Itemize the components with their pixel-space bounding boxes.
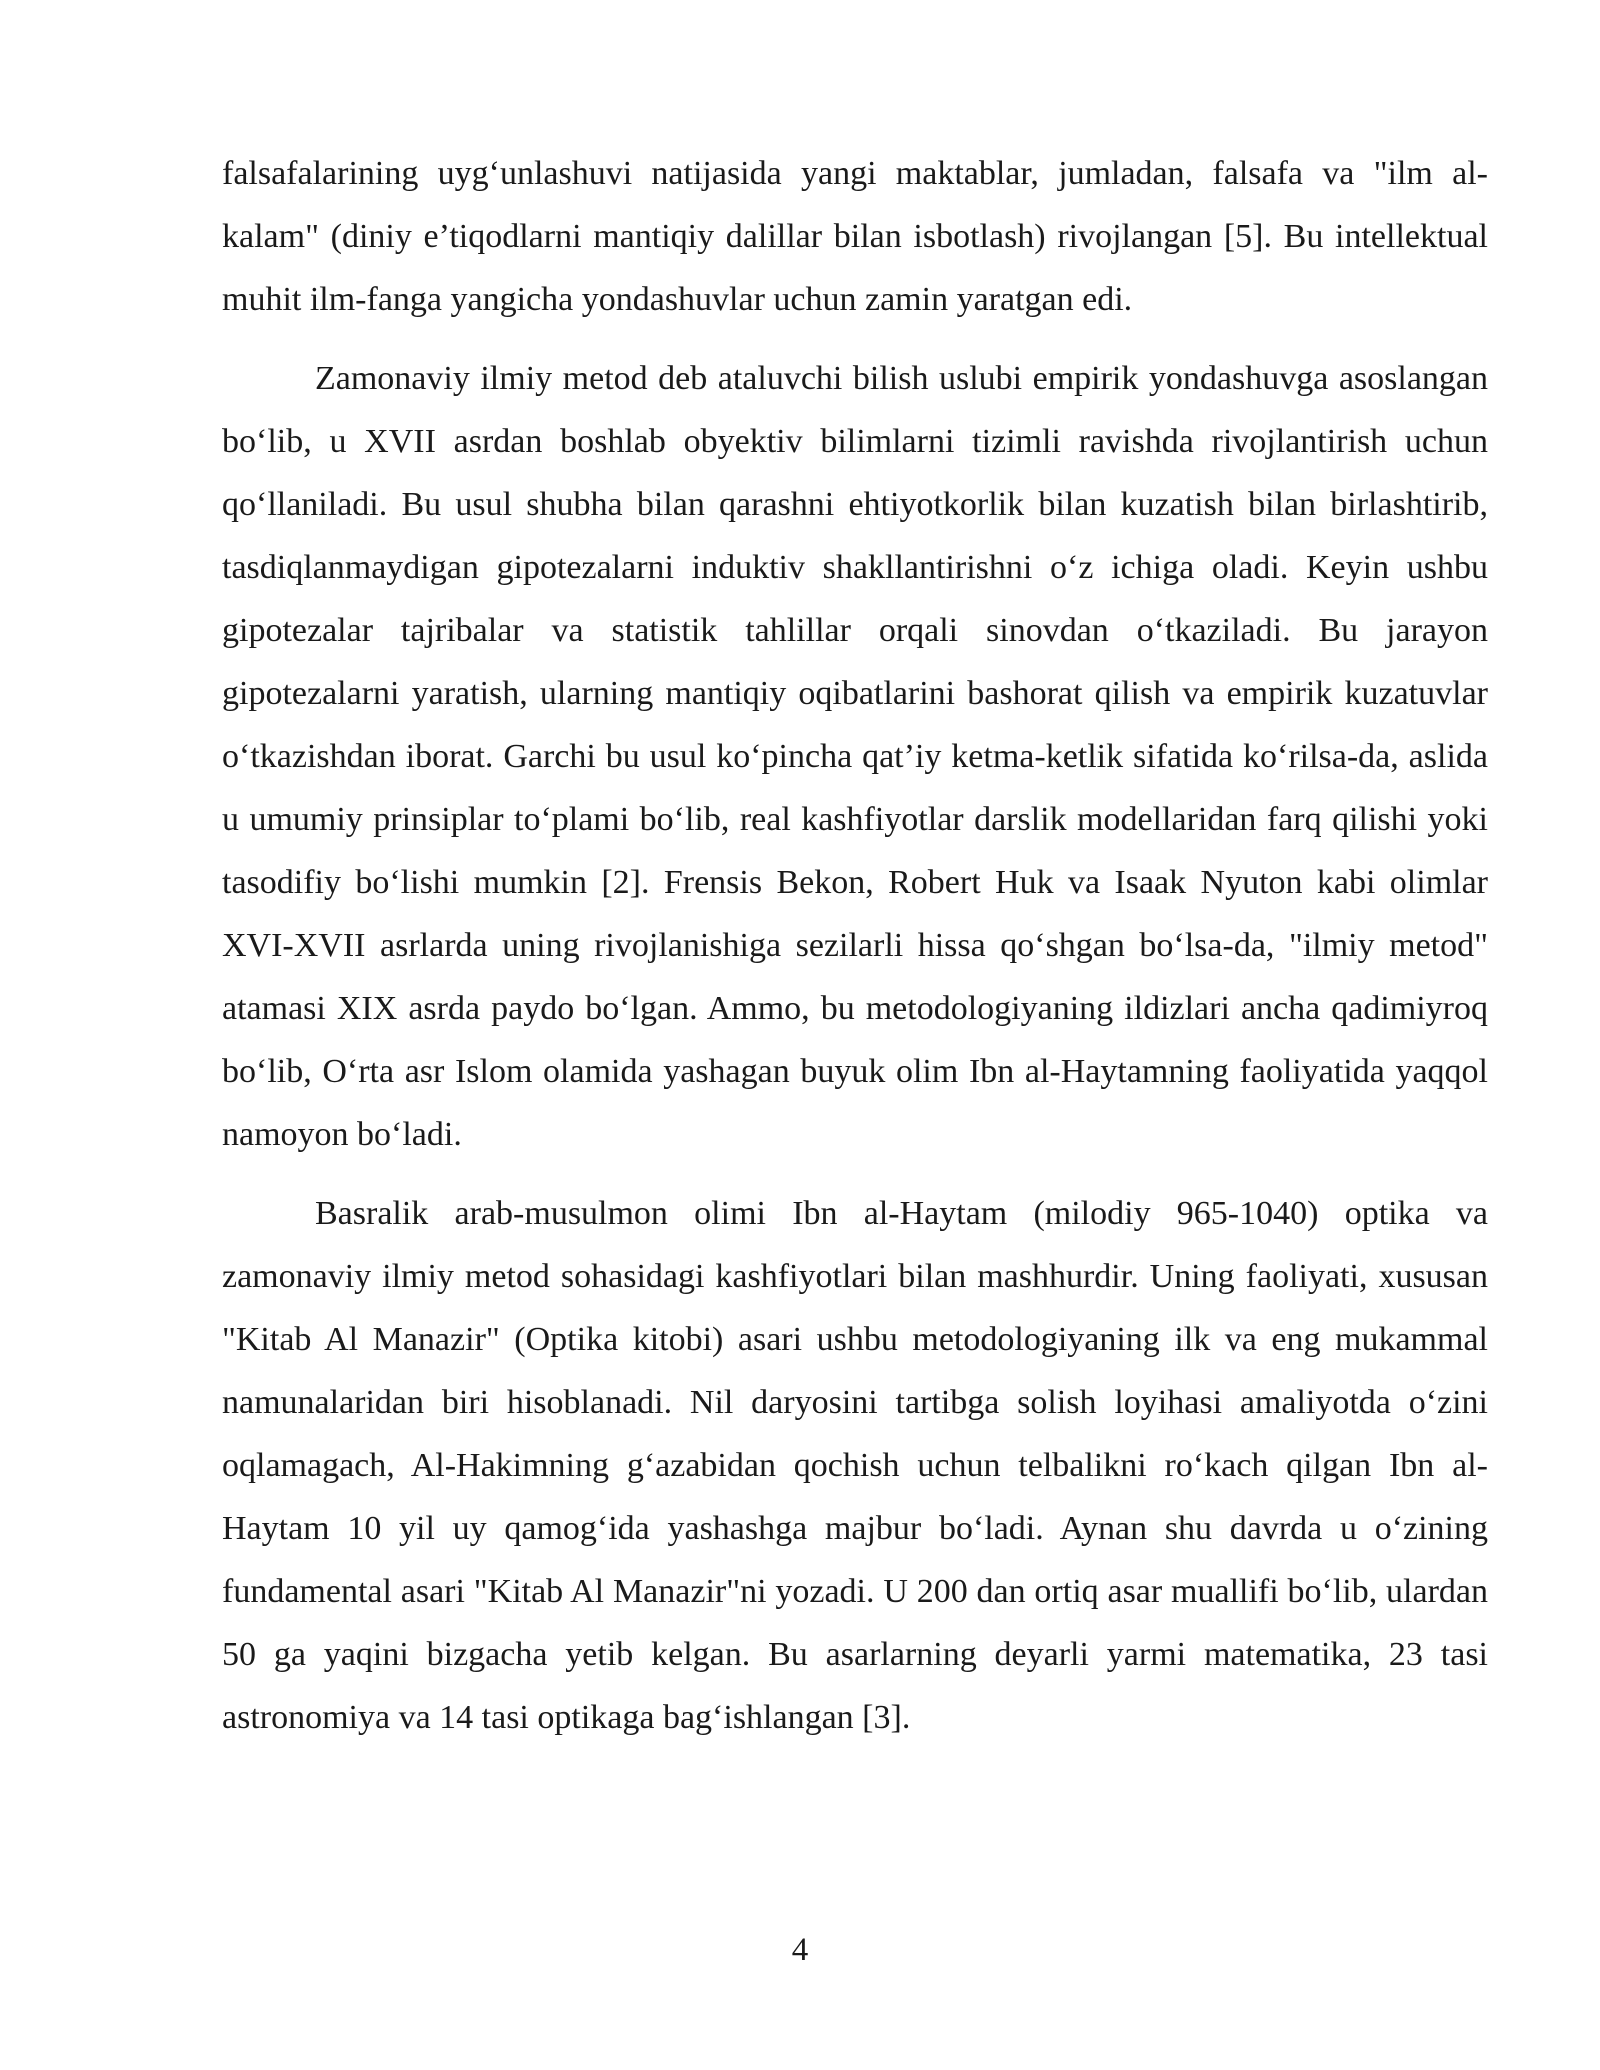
paragraph-3: Basralik arab-musulmon olimi Ibn al-Haytam (milodiy 965-1040) optika va zamonaviy ilmiy metod sohasidagi kashfiyotlari bilan mashhurdir. Uning faoliyati, xususan "Kitab Al Manazir" (Optika kitobi) asari ushbu metodologiyaning ilk va eng mukammal namunalaridan biri hisoblanadi. Nil daryosini tartibga solish loyihasi amaliyotda o‘zini oqlamagach, Al-Hakimning g‘azabidan qochish uchun telbalikni ro‘kach qilgan Ibn al-Haytam 10 yil uy qamog‘ida yashashga majbur bo‘ladi. Aynan shu davrda u o‘zining fundamental asari "Kitab Al Manazir"ni yozadi. U 200 dan ortiq asar muallifi bo‘lib, ulardan 50 ga yaqini bizgacha yetib kelgan. Bu asarlarning deyarli yarmi matematika, 23 tasi astronomiya va 14 tasi optikaga bag‘ishlangan [3]. [222,1195,1488,1736]
paragraph-2: Zamonaviy ilmiy metod deb ataluvchi bilish uslubi empirik yondashuvga asoslangan bo‘lib, u XVII asrdan boshlab obyektiv bilimlarni tizimli ravishda rivojlantirish uchun qo‘llaniladi. Bu usul shubha bilan qarashni ehtiyotkorlik bilan kuzatish bilan birlashtirib, tasdiqlanmaydigan gipotezalarni induktiv shakllantirishni o‘z ichiga oladi. Keyin ushbu gipotezalar tajribalar va statistik tahlillar orqali sinovdan o‘tkaziladi. Bu jarayon gipotezalarni yaratish, ularning mantiqiy oqibatlarini bashorat qilish va empirik kuzatuvlar o‘tkazishdan iborat. Garchi bu usul ko‘pincha qat’iy ketma-ketlik sifatida ko‘rilsa-da, aslida u umumiy prinsiplar to‘plami bo‘lib, real kashfiyotlar darslik modellaridan farq qilishi yoki tasodifiy bo‘lishi mumkin [2]. Frensis Bekon, Robert Huk va Isaak Nyuton kabi olimlar XVI-XVII asrlarda uning rivojlanishiga sezilarli hissa qo‘shgan bo‘lsa-da, "ilmiy metod" atamasi XIX asrda paydo bo‘lgan. Ammo, bu metodologiyaning ildizlari ancha qadimiyroq bo‘lib, O‘rta asr Islom olamida yashagan buyuk olim Ibn al-Haytamning faoliyatida yaqqol namoyon bo‘ladi. [222,360,1488,1153]
page-number: 4 [791,1932,809,1968]
body-text [222,142,1488,1749]
paragraph-1: falsafalarining uyg‘unlashuvi natijasida yangi maktablar, jumladan, falsafa va "ilm al-kalam" (diniy e’tiqodlarni mantiqiy dalillar bilan isbotlash) rivojlangan [5]. Bu intellektual muhit ilm-fanga yangicha yondashuvlar uchun zamin yaratgan edi. [222,155,1488,318]
